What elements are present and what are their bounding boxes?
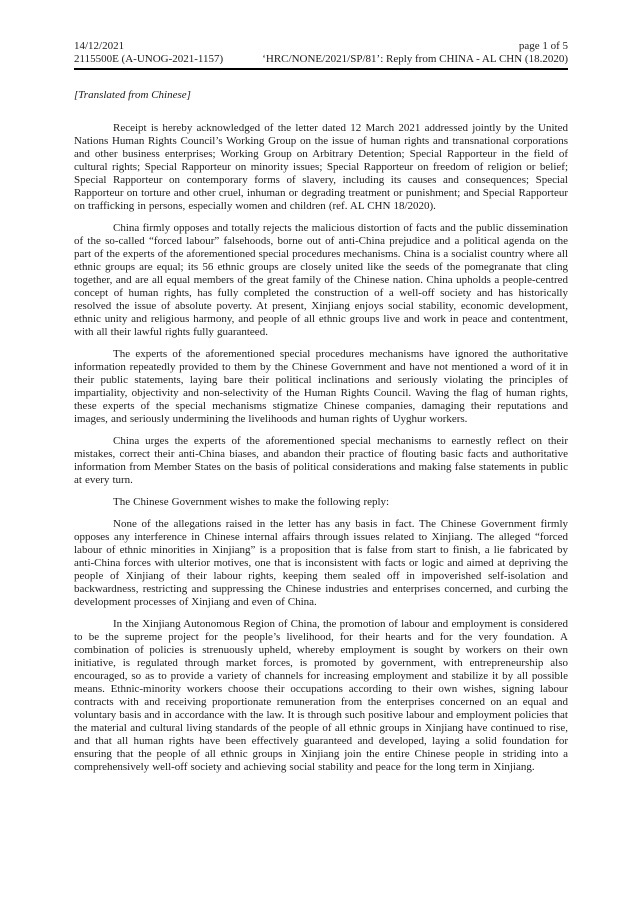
document-body	[74, 122, 568, 774]
header-date: 14/12/2021	[74, 40, 125, 52]
paragraph-china-urges: China urges the experts of the aforementioned special mechanisms to earnestly reflect on their mistakes, correct their anti-China biases, and abandon their practice of flouting basic facts and authoritative information from Member States on the basis of political considerations and making false statements in public at every turn.	[74, 435, 568, 486]
paragraph-xinjiang-employment: In the Xinjiang Autonomous Region of China, the promotion of labour and employment is considered to be the supreme project for the people’s livelihood, for their hearts and for the very foundation. A combination of policies is strenuously upheld, whereby employment is sought by workers on their own initiative, is regulated through market forces, is promoted by government, with entrepreneurship also encouraged, so as to provide a variety of channels for increasing employment and stabilize it by all possible means. Ethnic-minority workers choose their occupations according to their own wishes, signing labour contracts with and receiving proportionate remuneration from the enterprises concerned on an equal and voluntary basis and in accordance with the law. It is through such positive labour and employment policies that the material and cultural living standards of the people of all ethnic groups in Xinjiang have continued to rise, and that all human rights have been effectively guaranteed and developed, laying a solid foundation for ensuring that the people of all ethnic groups in Xinjiang join the entire Chinese people in striding into a comprehensively well-off society and achieving social stability and peace for the long term in Xinjiang.	[74, 618, 568, 773]
page-header-row-1	[74, 40, 568, 53]
header-doc-title: ‘HRC/NONE/2021/SP/81’: Reply from CHINA - AL CHN (18.2020)	[262, 53, 568, 65]
page-header-row-2	[74, 53, 568, 70]
translation-note: [Translated from Chinese]	[74, 89, 191, 101]
header-page-label: page 1 of 5	[518, 40, 568, 52]
header-doc-id: 2115500E (A-UNOG-2021-1157)	[74, 53, 224, 65]
paragraph-allegations-no-basis: None of the allegations raised in the letter has any basis in fact. The Chinese Government firmly opposes any interference in Chinese internal affairs through issues related to Xinjiang. The alleged “forced labour of ethnic minorities in Xinjiang” is a proposition that is false from start to finish, a lie fabricated by anti-China forces with ulterior motives, one that is inconsistent with facts or logic and aimed at depriving the people of Xinjiang of their labour rights, keeping them sealed off in impoverished self-isolation and backwardness, restricting and suppressing the Chinese industries and enterprises concerned, and curbing the development processes of Xinjiang and even of China.	[74, 518, 568, 608]
paragraph-experts-ignored: The experts of the aforementioned special procedures mechanisms have ignored the authoritative information repeatedly provided to them by the Chinese Government and have not mentioned a word of it in their public statements, laying bare their political inclinations and seriously violating the principles of impartiality, objectivity and non-selectivity of the Human Rights Council. Waving the flag of human rights, these experts of the special mechanisms stigmatize Chinese companies, damaging their reputations and images, and seriously undermining the livelihoods and human rights of Uyghur workers.	[74, 348, 568, 425]
paragraph-reply-intro: The Chinese Government wishes to make the following reply:	[113, 496, 390, 508]
paragraph-receipt-acknowledgement: Receipt is hereby acknowledged of the letter dated 12 March 2021 addressed jointly by the United Nations Human Rights Council’s Working Group on the issue of human rights and transnational corporations and other business enterprises; Working Group on Arbitrary Detention; Special Rapporteur in the field of cultural rights; Special Rapporteur on minority issues; Special Rapporteur on freedom of religion or belief; Special Rapporteur on contemporary forms of slavery, including its causes and consequences; Special Rapporteur on torture and other cruel, inhuman or degrading treatment or punishment; and Special Rapporteur on trafficking in persons, especially women and children (ref. AL CHN 18/2020).	[74, 122, 568, 212]
paragraph-china-opposes: China firmly opposes and totally rejects the malicious distortion of facts and the public dissemination of the so-called “forced labour” falsehoods, borne out of anti-China prejudice and a political agenda on the part of the experts of the aforementioned special procedures mechanisms. China is a socialist country where all ethnic groups are equal; its 56 ethnic groups are closely united like the seeds of the pomegranate that cling together, and are all equal members of the great family of the Chinese nation. China upholds a people-centred concept of human rights, has fully completed the construction of a well-off society and has historically resolved the issue of absolute poverty. At present, Xinjiang enjoys social stability, economic development, ethnic unity and religious harmony, and people of all ethnic groups live and work in peace and contentment, with all their lawful rights fully guaranteed.	[74, 222, 568, 338]
document-content	[74, 40, 568, 774]
